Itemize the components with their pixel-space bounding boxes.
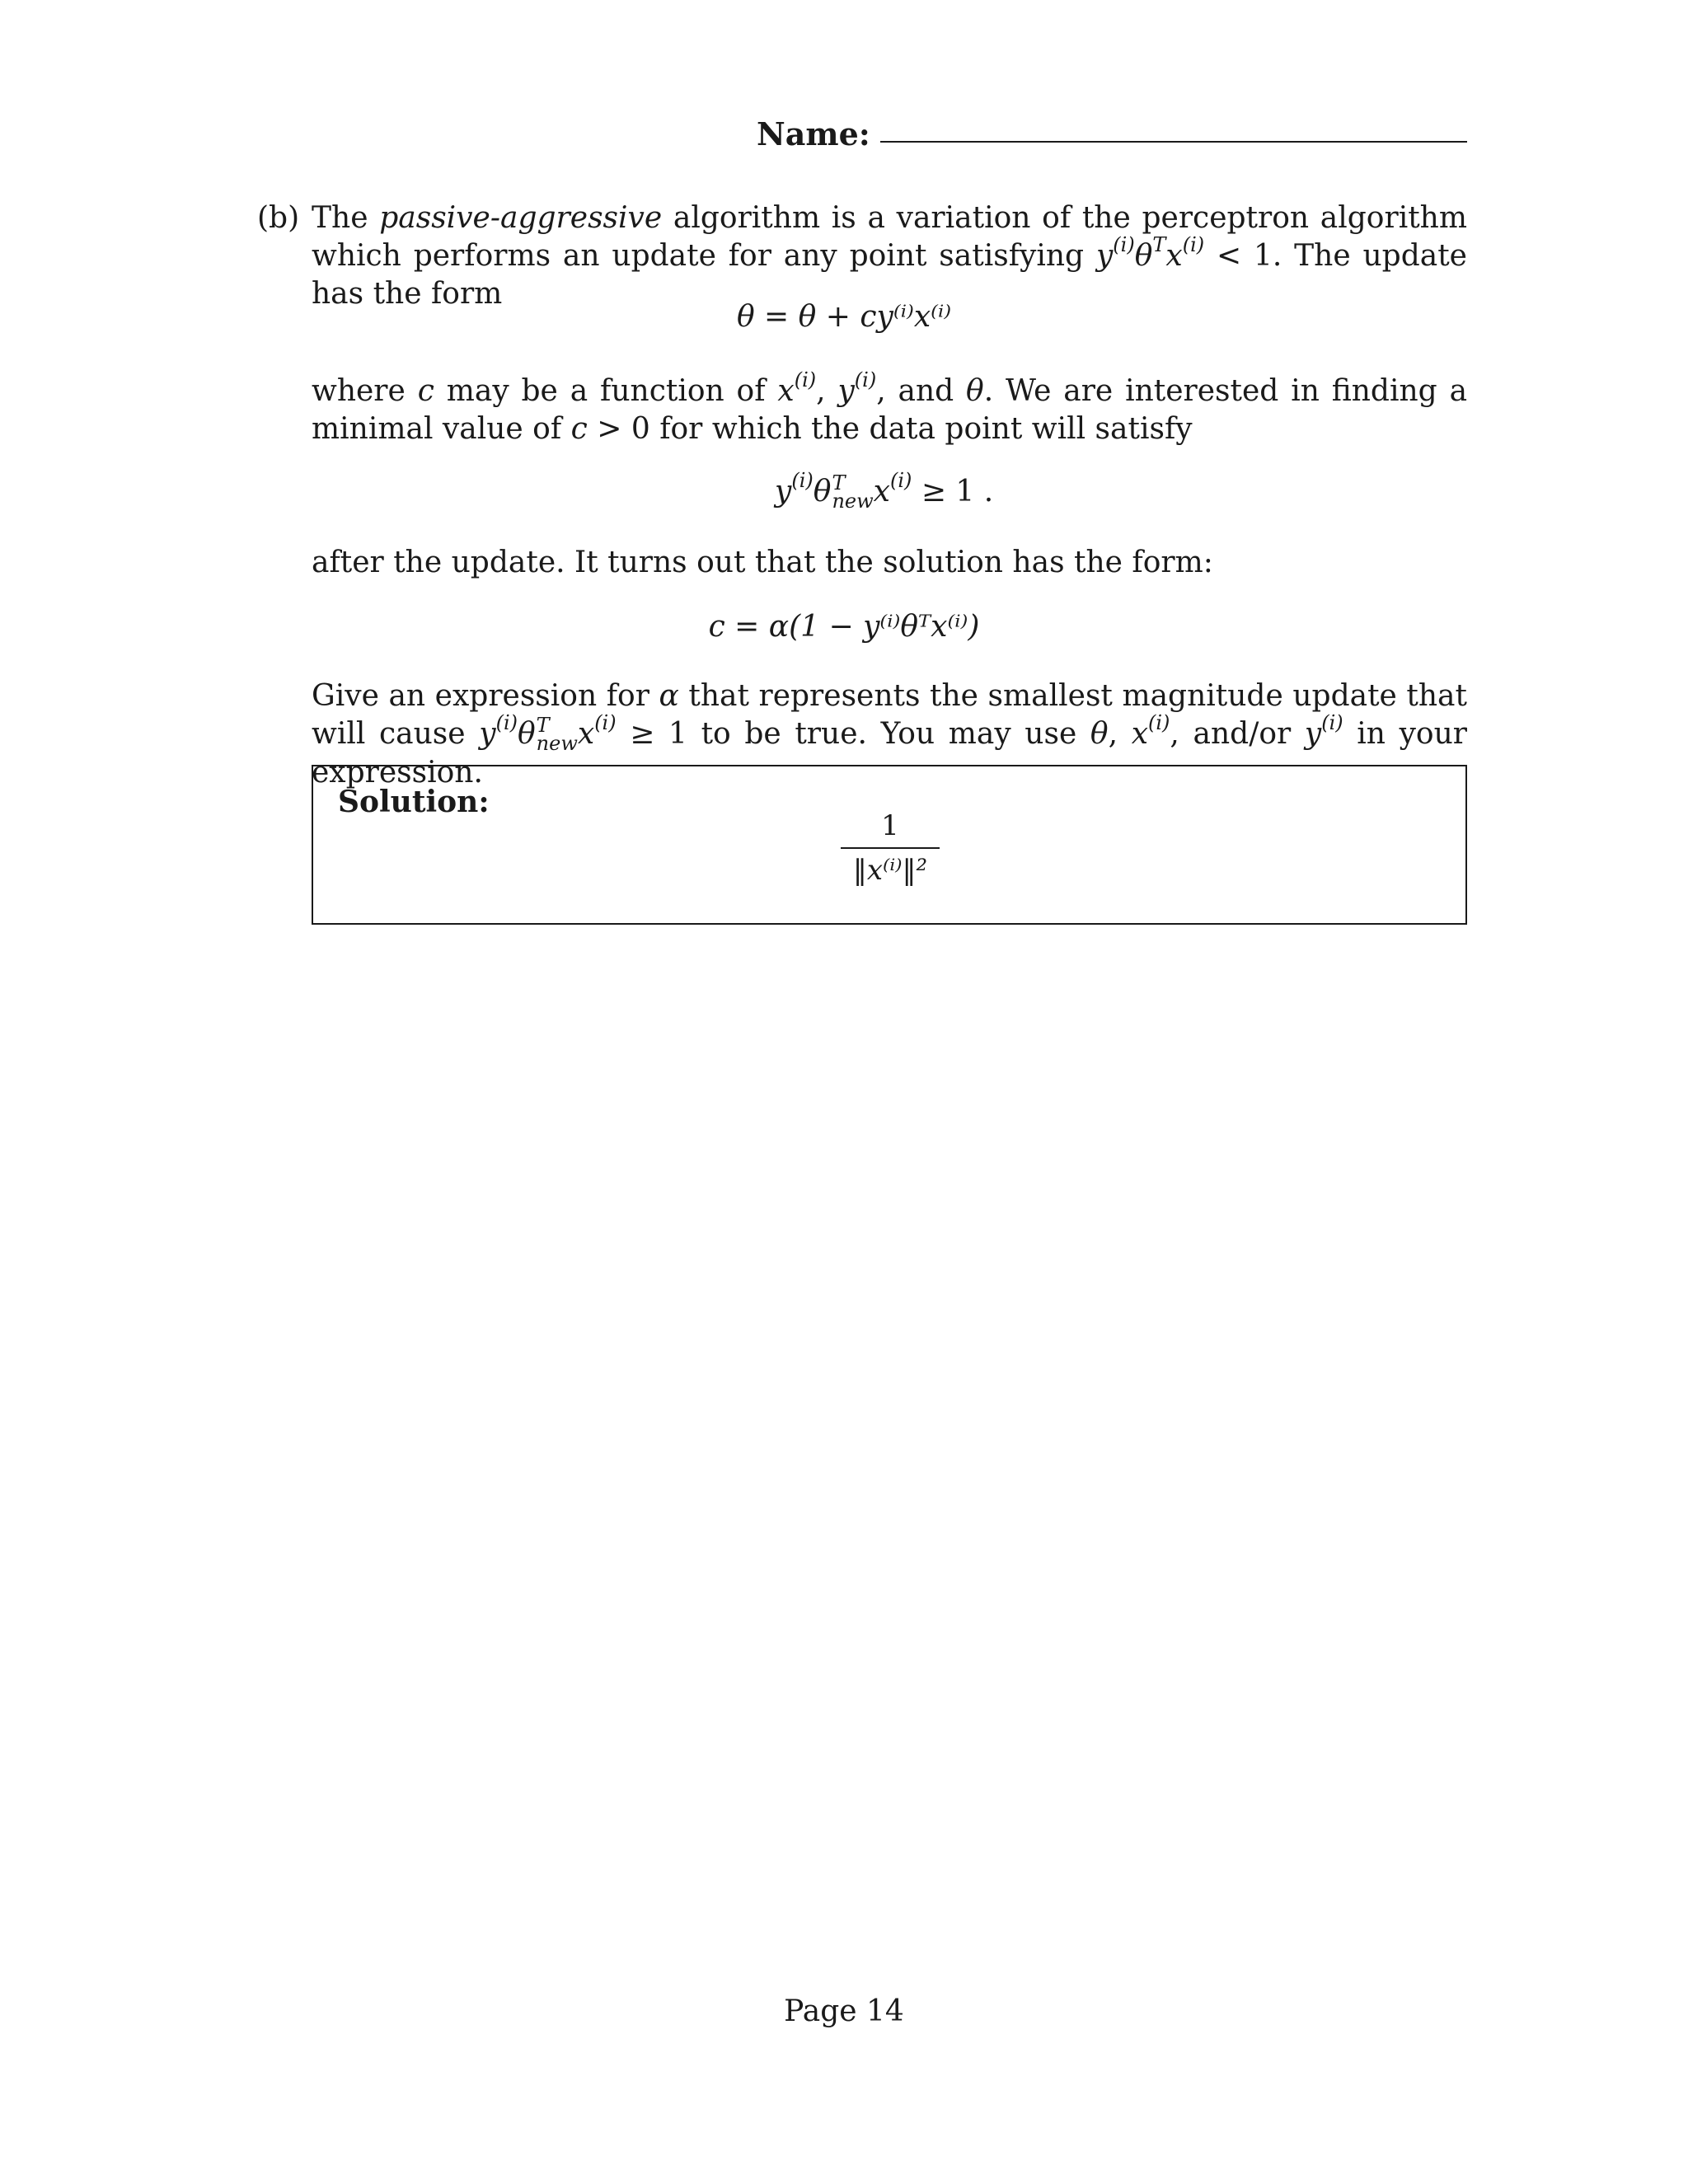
question-paragraph-3: after the update. It turns out that the solution has the form: [312,546,1213,579]
question-paragraph-1: The passive-aggressive algorithm is a variation of the perceptron algorithm which performs an update for any point satisfying $y^{(i)}\theta^Tx^{(i)} < 1$. The update has the form [312,201,1467,311]
solution-box [312,765,1467,925]
fraction-bar [841,847,940,849]
name-label: Name: [757,115,870,152]
fraction-denominator: ‖x⁽ⁱ⁾‖² [852,854,928,887]
name-line [880,141,1467,143]
equation-solution-form: c = α(1 − y⁽ⁱ⁾θᵀx⁽ⁱ⁾) [708,610,980,644]
solution-fraction [841,808,940,887]
question-paragraph-4: Give an expression for α that represents the smallest magnitude update that will cause $y^{(i)}\theta$ T new $x^{(i)} \ge 1$ to be true. You may use θ, $x^{(i)}$, and/or $y^{(i)}$ in your expression. [312,679,1467,790]
equation-margin-condition: $y^{(i)}\theta$ T new $x^{(i)} \ge 1$ . [775,469,994,513]
question-paragraph-2: where c may be a function of $x^{(i)}$, $y^{(i)}$, and θ. We are interested in finding a minimal value of c > 0 for which the data point will satisfy [312,368,1468,446]
inline-math-condition: $y^{(i)}\theta^Tx^{(i)}$ [1095,233,1205,273]
fraction-numerator: 1 [881,809,899,842]
equation-update: θ = θ + cy⁽ⁱ⁾x⁽ⁱ⁾ [736,300,952,334]
solution-label: Solution: [338,785,490,819]
page-number: Page 14 [784,1994,904,2028]
term-passive-aggressive: passive-aggressive [379,201,663,235]
part-label: (b) [257,201,300,235]
